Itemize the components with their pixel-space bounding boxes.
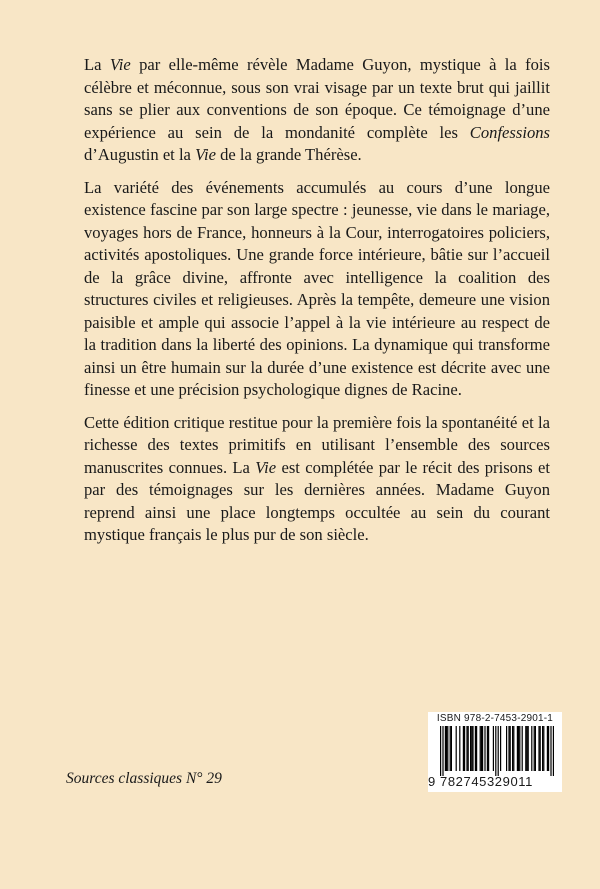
barcode-bar xyxy=(468,726,469,771)
isbn-label: ISBN 978-2-7453-2901-1 xyxy=(436,713,554,724)
barcode-bar xyxy=(498,726,499,776)
barcode-bar xyxy=(543,726,544,771)
barcode-bar xyxy=(526,726,527,771)
barcode-bar xyxy=(535,726,536,771)
barcode-bar xyxy=(445,726,446,771)
text-run: par elle-même révèle Madame Guyon, mystique à la fois célèbre et méconnue, sous son vrai visage par un texte brut qui jaillit sans se plier aux conventions de son époque. Ce témoignage d’une expérience au sein de la mondanité complète les xyxy=(84,55,550,142)
italic-title: Confessions xyxy=(469,122,550,142)
text-run: Cette édition critique restitue pour la première fois la spontanéité et la richesse des textes primitifs en utilisant l’ensemble des sources manuscrites connues. La xyxy=(84,412,550,477)
barcode-bar xyxy=(519,726,520,771)
barcode-bar xyxy=(510,726,511,771)
blurb-paragraph xyxy=(84,412,550,547)
barcode-bar xyxy=(446,726,447,771)
barcode-bar xyxy=(470,726,471,771)
barcode-bar xyxy=(508,726,509,771)
barcode-bar xyxy=(506,726,507,771)
barcode-bar xyxy=(528,726,529,771)
barcode-bar xyxy=(542,726,543,771)
text-run: de la grande Thérèse. xyxy=(215,145,362,164)
barcode-bar xyxy=(531,726,532,771)
text-run: d’Augustin et la xyxy=(84,145,196,164)
barcode-bar xyxy=(456,726,457,771)
barcode-bar xyxy=(450,726,451,771)
barcode-bar xyxy=(538,726,539,771)
barcode-bar xyxy=(547,726,548,771)
ean-remaining-digits: 782745329011 xyxy=(440,774,533,789)
barcode-bar xyxy=(459,726,460,771)
barcode-bar xyxy=(487,726,488,771)
barcode-bar xyxy=(522,726,523,771)
text-run: La xyxy=(84,55,110,74)
barcode-bar xyxy=(442,726,443,776)
italic-title: Vie xyxy=(109,55,131,74)
text-run: La variété des événements accumulés au cours d’une longue existence fascine par son large spectre : jeunesse, vie dans le mariage, voyages hors de France, honneurs à la Cour, interrogatoires policiers, activités apostoliques. Une grande force intérieure, bâtie sur l’accueil de la grâce divine, affronte avec intelligence la coalition des structures civiles et religieuses. Après la tempête, demeure une vision paisible et ample qui associe l’appel à la vie intérieure au respect de la tradition dans la liberté des opinions. La dynamique qui transforme ainsi un être humain sur la durée d’une existence est décrite avec une finesse et une précision psychologique dignes de Racine. xyxy=(84,177,550,399)
barcode-bar xyxy=(540,726,541,771)
barcode-bar xyxy=(476,726,477,771)
barcode-bar xyxy=(500,726,501,771)
blurb-text xyxy=(84,54,550,557)
barcode-bar xyxy=(495,726,496,776)
barcode-bar xyxy=(534,726,535,771)
barcode-bar xyxy=(513,726,514,771)
barcode-bar xyxy=(464,726,465,771)
barcode-bar xyxy=(553,726,554,776)
italic-title: Vie xyxy=(255,457,277,477)
barcode xyxy=(428,712,562,792)
barcode-bar xyxy=(484,726,485,771)
text-run: est complétée par le récit des prisons et par des témoignages sur les dernières années. Madame Guyon reprend ainsi une place longtemps occultée au sein du courant mystique français le plus pur de son siècle. xyxy=(84,457,550,544)
barcode-bar xyxy=(447,726,448,771)
barcode-bar xyxy=(512,726,513,771)
italic-title: Vie xyxy=(195,145,216,164)
blurb-paragraph xyxy=(84,177,550,402)
barcode-bar xyxy=(517,726,518,771)
barcode-bar xyxy=(451,726,452,771)
barcode-bar xyxy=(548,726,549,771)
barcode-bar xyxy=(550,726,551,776)
blurb-paragraph xyxy=(84,54,550,167)
ean-first-digit: 9 xyxy=(428,774,436,789)
barcode-bar xyxy=(481,726,482,771)
barcode-bar xyxy=(480,726,481,771)
series-label: Sources classiques N° 29 xyxy=(66,770,222,787)
barcode-bar xyxy=(525,726,526,771)
barcode-bar xyxy=(475,726,476,771)
barcode-bar xyxy=(493,726,494,771)
barcode-bar xyxy=(466,726,467,771)
barcode-bar xyxy=(518,726,519,771)
barcode-bar xyxy=(482,726,483,771)
barcode-bar xyxy=(471,726,472,771)
barcode-bar xyxy=(463,726,464,771)
barcode-bar xyxy=(472,726,473,771)
barcode-bar xyxy=(440,726,441,776)
barcode-bars xyxy=(430,726,560,776)
barcode-bar xyxy=(488,726,489,771)
